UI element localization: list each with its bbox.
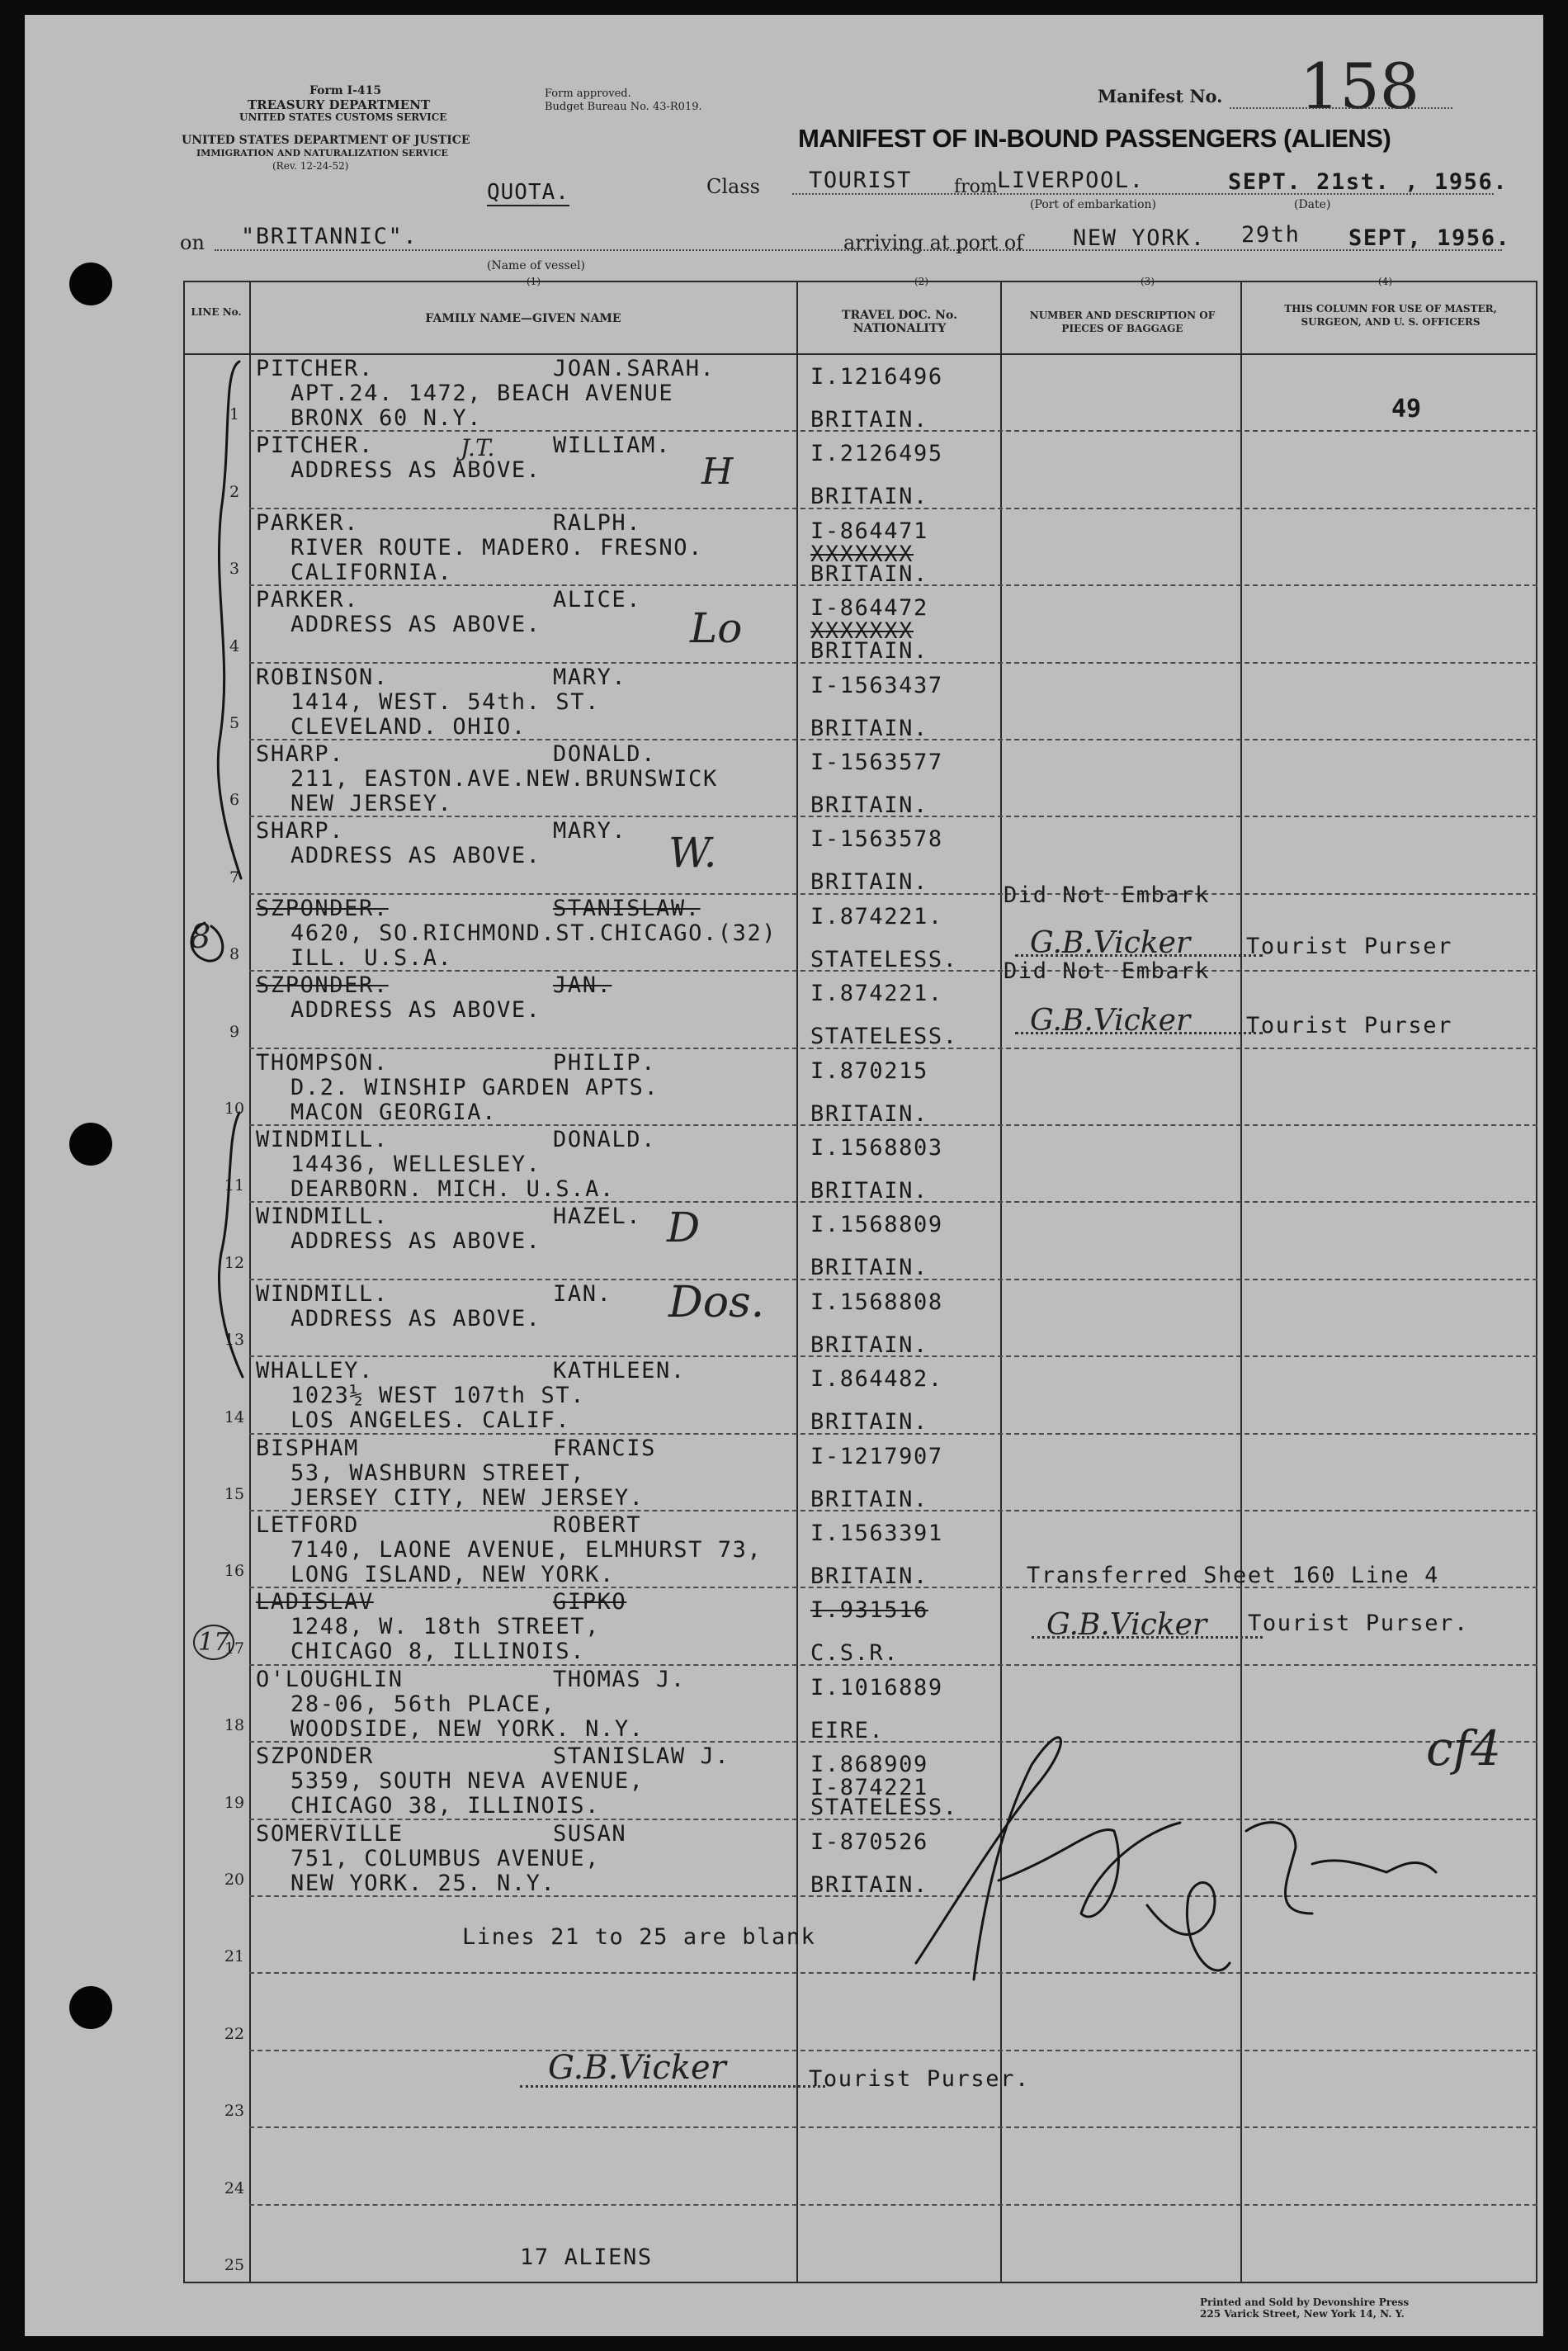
treasury-label: TREASURY DEPARTMENT: [248, 97, 431, 112]
justice-label: UNITED STATES DEPARTMENT OF JUSTICE: [182, 134, 470, 147]
passenger-address-1: ADDRESS AS ABOVE.: [290, 457, 541, 484]
departure-date: SEPT. 21st. , 1956.: [1228, 169, 1509, 195]
line-number: 21: [224, 1947, 245, 1966]
passenger-given-name: DONALD.: [553, 741, 656, 767]
line-number: 4: [229, 636, 240, 655]
arriving-label: arriving at port of: [843, 231, 1024, 254]
passenger-nationality: BRITAIN.: [810, 484, 928, 510]
passenger-nationality: BRITAIN.: [810, 638, 928, 665]
line-number: 7: [229, 868, 240, 887]
hand-circle-17: 17: [193, 1625, 234, 1660]
passenger-nationality: BRITAIN.: [810, 715, 928, 741]
bracket-rows-1-7: [218, 362, 241, 878]
passenger-nationality: EIRE.: [810, 1717, 885, 1743]
passenger-family-name: LADISLAV: [256, 1589, 374, 1615]
line-number: 5: [229, 714, 240, 732]
passenger-family-name: PITCHER.: [256, 433, 374, 459]
passenger-family-name: THOMPSON.: [256, 1049, 389, 1076]
passenger-address-1: 1414, WEST. 54th. ST.: [290, 688, 600, 715]
passenger-travel-doc: I.870215: [810, 1057, 928, 1084]
passenger-address-1: 7140, LAONE AVENUE, ELMHURST 73,: [290, 1537, 763, 1563]
quota-label: QUOTA.: [487, 180, 569, 205]
passenger-given-name: PHILIP.: [553, 1049, 656, 1076]
header-baggage: NUMBER AND DESCRIPTION OF PIECES OF BAGGAGE: [1029, 310, 1216, 334]
passenger-nationality: STATELESS.: [810, 1024, 958, 1050]
passenger-address-2: DEARBORN. MICH. U.S.A.: [290, 1176, 615, 1202]
customs-label: UNITED STATES CUSTOMS SERVICE: [239, 111, 447, 123]
passenger-travel-doc: I-864472: [810, 595, 928, 622]
passenger-address-1: 211, EASTON.AVE.NEW.BRUNSWICK: [290, 766, 718, 792]
passenger-address-1: ADDRESS AS ABOVE.: [290, 1228, 541, 1255]
passenger-address-2: CHICAGO 8, ILLINOIS.: [290, 1639, 586, 1665]
passenger-address-2: CLEVELAND. OHIO.: [290, 713, 527, 740]
line-number: 13: [224, 1331, 245, 1350]
passenger-address-1: ADDRESS AS ABOVE.: [290, 612, 541, 638]
passenger-given-name: GIPKO: [553, 1589, 627, 1615]
passenger-family-name: WINDMILL.: [256, 1127, 389, 1152]
printer-line-2: 225 Varick Street, New York 14, N. Y.: [1200, 2308, 1405, 2320]
passenger-family-name: SOMERVILLE: [256, 1820, 404, 1847]
port-caption: (Port of embarkation): [1030, 198, 1156, 211]
passenger-family-name: WINDMILL.: [256, 1280, 389, 1307]
passenger-family-name: PARKER.: [256, 509, 359, 536]
passenger-travel-doc: I.1568809: [810, 1212, 943, 1238]
hand-mark-row2: H: [701, 451, 734, 493]
passenger-address-1: ADDRESS AS ABOVE.: [290, 1305, 541, 1332]
passenger-nationality: BRITAIN.: [810, 1486, 928, 1512]
hand-initials-row2: J.T.: [460, 434, 495, 461]
passenger-given-name: JAN.: [553, 972, 612, 999]
passenger-travel-doc: I-870526: [810, 1828, 928, 1855]
tourist-purser-17: Tourist Purser.: [1248, 1611, 1469, 1636]
passenger-given-name: STANISLAW.: [553, 895, 701, 921]
line-number: 9: [229, 1022, 240, 1041]
passenger-travel-doc: I-1563578: [810, 826, 943, 853]
hand-mark-row7: W.: [668, 829, 717, 877]
passenger-travel-doc: I.874221.: [810, 903, 943, 930]
passenger-given-name: JOAN.SARAH.: [553, 356, 716, 381]
budget-bureau: Budget Bureau No. 43-R019.: [545, 101, 702, 113]
passenger-address-2: WOODSIDE, NEW YORK. N.Y.: [290, 1715, 645, 1742]
passenger-nationality: BRITAIN.: [810, 1255, 928, 1281]
passenger-family-name: PARKER.: [256, 587, 359, 613]
passenger-travel-doc: I-864471: [810, 518, 928, 544]
header-officers: THIS COLUMN FOR USE OF MASTER, SURGEON, AND U. S. OFFICERS: [1284, 303, 1497, 328]
passenger-family-name: SZPONDER.: [256, 895, 389, 921]
hand-mark-row4: Lo: [690, 604, 743, 652]
passenger-address-2: NEW YORK. 25. N.Y.: [290, 1870, 556, 1896]
passenger-nationality: BRITAIN.: [810, 1332, 928, 1358]
passenger-nationality: STATELESS.: [810, 1795, 958, 1821]
passenger-travel-doc: I.1568808: [810, 1289, 943, 1315]
line-number: 11: [224, 1176, 245, 1195]
count-49: 49: [1391, 395, 1422, 423]
passenger-travel-doc: I-1563577: [810, 750, 943, 775]
passenger-travel-doc: I.874221.: [810, 981, 943, 1007]
passenger-given-name: DONALD.: [553, 1127, 656, 1152]
printer-line-1: Printed and Sold by Devonshire Press: [1200, 2297, 1410, 2308]
passenger-address-2: CALIFORNIA.: [290, 559, 453, 585]
on-label: on: [180, 231, 205, 254]
arrival-port: NEW YORK.: [1073, 225, 1206, 251]
passenger-address-1: ADDRESS AS ABOVE.: [290, 997, 541, 1024]
passenger-given-name: KATHLEEN.: [553, 1358, 686, 1384]
line-number: 22: [224, 2024, 245, 2043]
passenger-address-2: ILL. U.S.A.: [290, 944, 453, 971]
line-number: 1: [229, 405, 240, 424]
signature-scrawl: [916, 1738, 1436, 1980]
passenger-given-name: THOMAS J.: [553, 1666, 686, 1692]
form-number: Form I-415: [309, 84, 382, 97]
ins-label: IMMIGRATION AND NATURALIZATION SERVICE: [196, 148, 448, 158]
passenger-given-name: MARY.: [553, 664, 627, 690]
manifest-sheet: [25, 15, 1543, 2336]
line-number: 17: [224, 1639, 245, 1658]
line-number: 23: [224, 2102, 245, 2121]
header-line-no: LINE No.: [191, 306, 242, 318]
passenger-nationality: BRITAIN.: [810, 1871, 928, 1898]
line-number: 20: [224, 1871, 245, 1889]
passenger-travel-doc-correction: XXXXXXX: [810, 541, 914, 567]
passenger-given-name: MARY.: [553, 818, 627, 844]
passenger-address-2: LONG ISLAND, NEW YORK.: [290, 1562, 615, 1587]
form-approved: Form approved.: [545, 88, 631, 100]
hand-mark-row12: D: [667, 1204, 701, 1251]
passenger-nationality: STATELESS.: [810, 946, 958, 972]
line-number: 16: [224, 1562, 245, 1581]
line-number: 3: [229, 560, 240, 579]
passenger-address-1: 1023½ WEST 107th ST.: [290, 1383, 586, 1409]
passenger-given-name: WILLIAM.: [553, 433, 671, 459]
passenger-travel-doc: I.931516: [810, 1597, 928, 1624]
passenger-address-1: 14436, WELLESLEY.: [290, 1152, 541, 1177]
passenger-address-1: D.2. WINSHIP GARDEN APTS.: [290, 1074, 659, 1100]
passenger-nationality: BRITAIN.: [810, 1409, 928, 1436]
purser-signature-17: G.B.Vicker: [1046, 1608, 1207, 1642]
line-number: 18: [224, 1716, 245, 1735]
passenger-address-1: 4620, SO.RICHMOND.ST.CHICAGO.(32): [290, 920, 777, 946]
passenger-nationality: BRITAIN.: [810, 561, 928, 587]
pen-marks: [25, 15, 1543, 2336]
passenger-travel-doc: I.2126495: [810, 441, 943, 467]
passenger-given-name: SUSAN: [553, 1820, 627, 1847]
passenger-given-name: FRANCIS: [553, 1435, 656, 1461]
passenger-given-name: ALICE.: [553, 587, 642, 613]
line-number: 6: [229, 791, 240, 810]
passenger-address-1: 5359, SOUTH NEVA AVENUE,: [290, 1768, 645, 1795]
passenger-travel-doc: I.1568803: [810, 1135, 943, 1161]
passenger-given-name: STANISLAW J.: [553, 1743, 730, 1770]
passenger-address-2: JERSEY CITY, NEW JERSEY.: [290, 1484, 645, 1511]
vessel-name: "BRITANNIC".: [241, 224, 418, 249]
passenger-address-1: ADDRESS AS ABOVE.: [290, 843, 541, 869]
passenger-address-2: BRONX 60 N.Y.: [290, 405, 483, 431]
did-not-embark-8: Did Not Embark: [1004, 882, 1210, 908]
passenger-address-1: 28-06, 56th PLACE,: [290, 1691, 556, 1717]
aliens-total: 17 ALIENS: [520, 2245, 653, 2270]
passenger-family-name: LETFORD: [256, 1512, 359, 1538]
passenger-given-name: HAZEL.: [553, 1204, 642, 1230]
passenger-nationality: BRITAIN.: [810, 1563, 928, 1589]
header-family-name: FAMILY NAME—GIVEN NAME: [425, 312, 621, 325]
passenger-given-name: ROBERT: [553, 1512, 642, 1538]
passenger-address-1: 1248, W. 18th STREET,: [290, 1614, 600, 1640]
class-value: TOURIST: [809, 168, 912, 193]
passenger-family-name: SZPONDER.: [256, 972, 389, 999]
line-number: 10: [224, 1100, 245, 1118]
manifest-number: 158: [1300, 50, 1420, 123]
passenger-address-1: RIVER ROUTE. MADERO. FRESNO.: [290, 534, 703, 561]
from-label: from: [954, 177, 998, 197]
passenger-family-name: BISPHAM: [256, 1435, 359, 1461]
passenger-travel-doc-correction: XXXXXXX: [810, 618, 914, 645]
passenger-family-name: SHARP.: [256, 818, 345, 844]
passenger-address-1: APT.24. 1472, BEACH AVENUE: [290, 381, 674, 406]
header-travel-doc: TRAVEL DOC. No. NATIONALITY: [842, 309, 957, 335]
revision-label: (Rev. 12-24-52): [272, 160, 349, 172]
passenger-nationality: BRITAIN.: [810, 869, 928, 896]
passenger-address-2: LOS ANGELES. CALIF.: [290, 1407, 571, 1434]
purser-signature-final: G.B.Vicker: [548, 2049, 726, 2087]
passenger-travel-doc: I.1016889: [810, 1674, 943, 1701]
manifest-no-label: Manifest No.: [1098, 86, 1223, 106]
passenger-nationality: BRITAIN.: [810, 1100, 928, 1127]
passenger-travel-doc: I-1563437: [810, 672, 943, 698]
passenger-family-name: O'LOUGHLIN: [256, 1666, 404, 1692]
line-number: 24: [224, 2178, 245, 2197]
passenger-nationality: C.S.R.: [810, 1640, 900, 1667]
passenger-family-name: ROBINSON.: [256, 664, 389, 690]
passenger-address-2: MACON GEORGIA.: [290, 1099, 497, 1125]
passenger-nationality: BRITAIN.: [810, 792, 928, 818]
tourist-purser-9: Tourist Purser: [1246, 1013, 1452, 1038]
passenger-travel-doc: I.1216496: [810, 364, 943, 390]
passenger-address-2: CHICAGO 38, ILLINOIS.: [290, 1793, 600, 1819]
passenger-travel-doc: I.864482.: [810, 1366, 943, 1393]
line-number: 14: [224, 1407, 245, 1426]
passenger-family-name: SZPONDER: [256, 1743, 374, 1770]
line-number: 19: [224, 1793, 245, 1812]
bracket-rows-10-14: [219, 1113, 243, 1377]
passenger-travel-doc-correction: I-874221: [810, 1775, 928, 1801]
passenger-address-1: 751, COLUMBUS AVENUE,: [290, 1845, 600, 1871]
hand-code: cf4: [1426, 1720, 1501, 1776]
passenger-nationality: BRITAIN.: [810, 1178, 928, 1204]
passenger-family-name: WINDMILL.: [256, 1204, 389, 1230]
did-not-embark-9: Did Not Embark: [1004, 958, 1210, 984]
passenger-travel-doc: I.868909: [810, 1752, 928, 1778]
passenger-travel-doc: I.1563391: [810, 1521, 943, 1546]
line-number: 8: [229, 945, 240, 964]
passenger-travel-doc: I-1217907: [810, 1443, 943, 1469]
passenger-family-name: SHARP.: [256, 741, 345, 767]
arrival-date: SEPT, 1956.: [1348, 225, 1511, 251]
date-caption: (Date): [1294, 198, 1331, 211]
hand-circle-8: 8: [190, 918, 211, 956]
blank-lines-note: Lines 21 to 25 are blank: [462, 1924, 816, 1950]
transferred-note: Transferred Sheet 160 Line 4: [1027, 1563, 1439, 1588]
arrival-day: 29th: [1241, 222, 1301, 248]
port-of-embarkation: LIVERPOOL.: [997, 168, 1145, 193]
line-number: 12: [224, 1253, 245, 1272]
passenger-given-name: IAN.: [553, 1280, 612, 1307]
passenger-nationality: BRITAIN.: [810, 407, 928, 433]
class-label: Class: [706, 175, 760, 198]
tourist-purser-final: Tourist Purser.: [809, 2066, 1030, 2092]
passenger-family-name: PITCHER.: [256, 356, 374, 381]
passenger-family-name: WHALLEY.: [256, 1358, 374, 1384]
line-number: 15: [224, 1485, 245, 1503]
vessel-caption: (Name of vessel): [487, 259, 585, 272]
purser-signature-9: G.B.Vicker: [1030, 1004, 1191, 1038]
circle-row-8: [191, 923, 223, 961]
line-number: 2: [229, 482, 240, 501]
tourist-purser-8: Tourist Purser: [1246, 934, 1452, 959]
passenger-address-2: NEW JERSEY.: [290, 791, 453, 816]
line-number: 25: [224, 2256, 245, 2274]
manifest-title: MANIFEST OF IN-BOUND PASSENGERS (ALIENS): [798, 124, 1391, 153]
passenger-given-name: RALPH.: [553, 509, 642, 536]
passenger-address-1: 53, WASHBURN STREET,: [290, 1459, 586, 1486]
hand-mark-row13: Dos.: [668, 1278, 765, 1327]
purser-signature-8: G.B.Vicker: [1030, 926, 1191, 960]
